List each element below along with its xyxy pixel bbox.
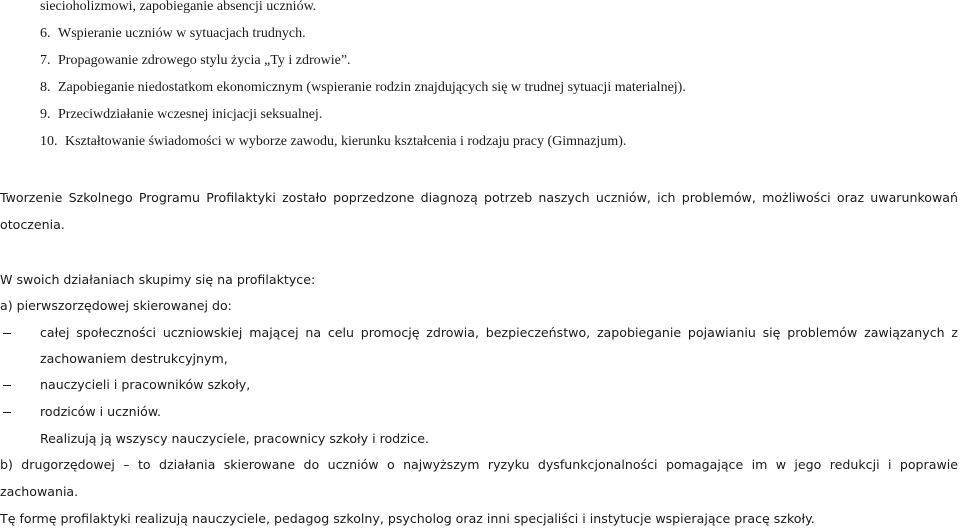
list-text: Przeciwdziałanie wczesnej inicjacji seksualnej. [58,107,323,122]
bullet-item-1-line-1: całej społeczności uczniowskiej mającej na celu promocję zdrowia, bezpieczeństwo, zapobieganie pojawianiu się problemów zawiązanych z [40,325,958,340]
list-text: Kształtowanie świadomości w wyborze zawodu, kierunku kształcenia i rodzaju pracy (Gimnazjum). [65,134,627,149]
bullet-dash [3,412,11,413]
list-number: 9. [40,107,51,122]
list-number: 7. [40,53,51,68]
list-number: 8. [40,80,51,95]
bullet-dash [3,333,11,334]
bullet-item-1-line-2: zachowaniem destrukcyjnym, [40,351,228,366]
list-item [40,80,686,96]
bullet-item-3: rodziców i uczniów. [40,404,161,419]
closing-text: Tę formę profilaktyki realizują nauczyciele, pedagog szkolny, psycholog oraz inni specjaliści i instytucje wspierające pracę szkoły. [0,511,815,526]
list-text: Propagowanie zdrowego stylu życia „Ty i zdrowie”. [58,53,351,68]
list-number: 10. [40,134,58,149]
section-b-line-2: zachowania. [0,484,79,499]
list-item [40,107,322,123]
list-text: Wspieranie uczniów w sytuacjach trudnych. [58,26,306,41]
section-b-line-1: b) drugorzędowej – to działania skierowane do uczniów o najwyższym ryzyku dysfunkcjonalności pomagające im w jego redukcji i poprawie [0,457,958,472]
list-item [40,134,626,150]
list-number: 6. [40,26,51,41]
paragraph-diagnosis-line-2: otoczenia. [0,217,65,232]
text-fragment: siecioholizmowi, zapobieganie absencji uczniów. [40,0,317,14]
section-a-heading: a) pierwszorzędowej skierowanej do: [0,298,232,313]
list-text: Zapobieganie niedostatkom ekonomicznym (wspieranie rodzin znajdujących się w trudnej sytuacji materialnej). [58,80,686,95]
intro-text: W swoich działaniach skupimy się na profilaktyce: [0,272,316,287]
realizers-text: Realizują ją wszyscy nauczyciele, pracownicy szkoły i rodzice. [40,431,429,446]
list-item [40,26,306,42]
bullet-dash [3,385,11,386]
list-item [40,53,351,69]
paragraph-diagnosis-line-1: Tworzenie Szkolnego Programu Profilaktyki zostało poprzedzone diagnozą potrzeb naszych uczniów, ich problemów, możliwości oraz uwarunkowań [0,190,958,205]
bullet-item-2: nauczycieli i pracowników szkoły, [40,377,251,392]
